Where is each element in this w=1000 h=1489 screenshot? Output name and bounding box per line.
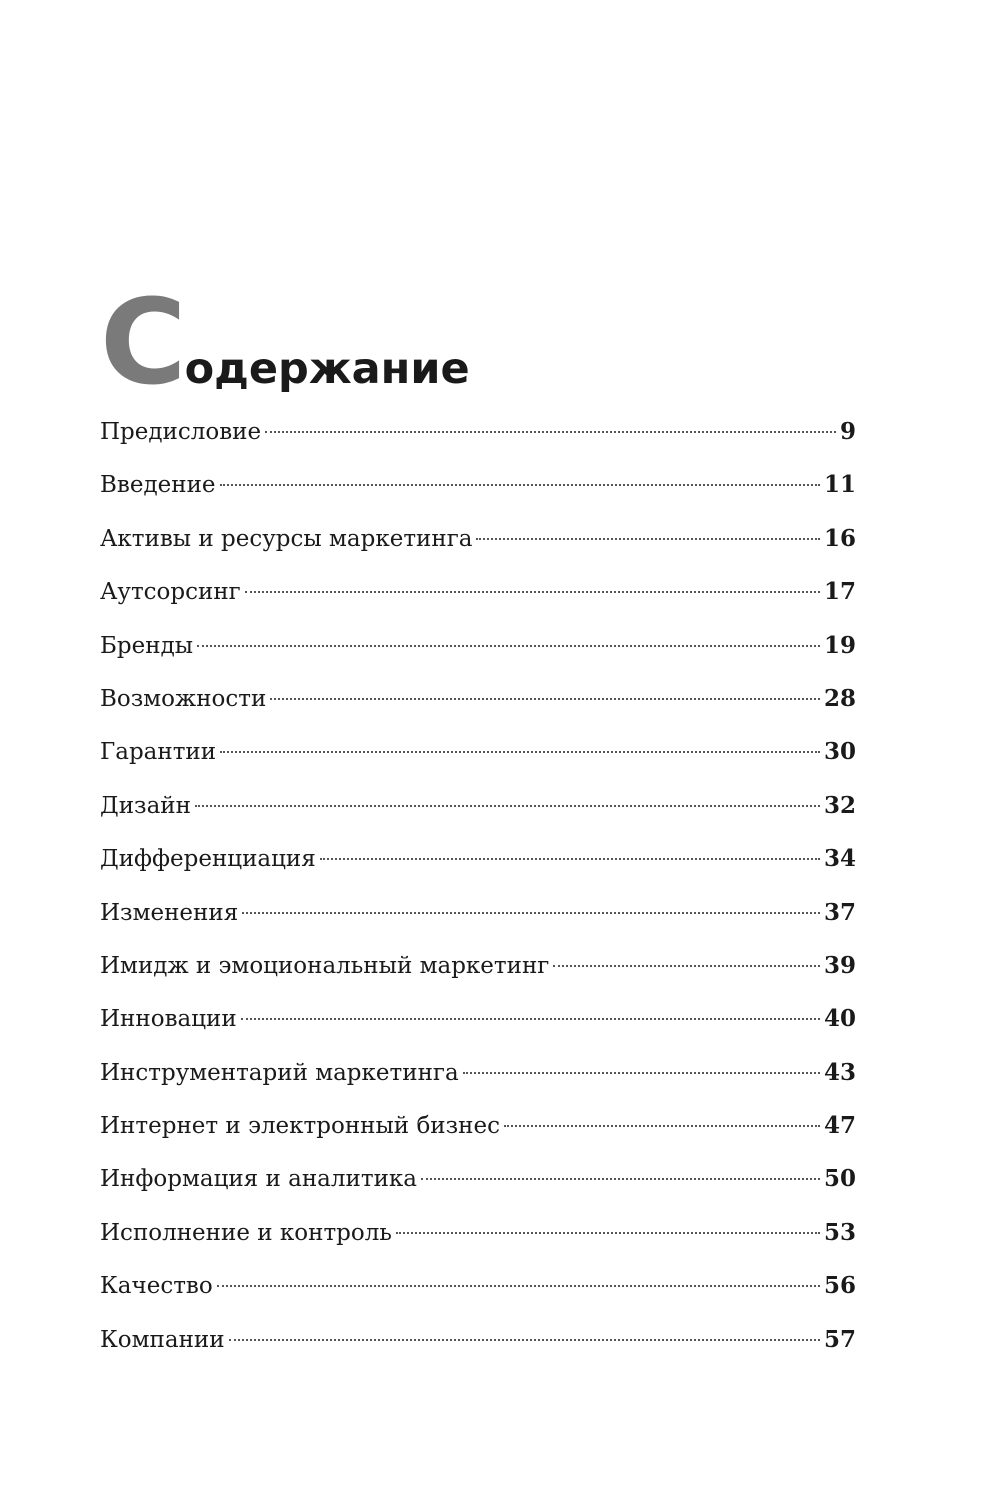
toc-entry-page-number: 40 [823, 1005, 856, 1033]
toc-entry[interactable] [100, 619, 856, 672]
toc-entry-page-number: 56 [823, 1272, 856, 1300]
toc-entry[interactable] [100, 1152, 856, 1205]
toc-entry[interactable] [100, 672, 856, 725]
dot-leader [421, 1178, 820, 1180]
toc-entry-title: Качество [100, 1273, 213, 1300]
dot-leader [270, 698, 820, 700]
dot-leader [242, 912, 820, 914]
toc-entry-title: Активы и ресурсы маркетинга [100, 525, 473, 552]
toc-entry-title: Имидж и эмоциональный маркетинг [100, 952, 550, 979]
toc-entry-title: Бренды [100, 632, 194, 659]
dot-leader [504, 1125, 820, 1127]
toc-entry[interactable] [100, 886, 856, 939]
toc-entry[interactable] [100, 565, 856, 618]
toc-entry-page-number: 19 [823, 631, 856, 659]
toc-entry-title: Гарантии [100, 739, 217, 766]
dot-leader [320, 858, 820, 860]
toc-entry-page-number: 11 [823, 471, 856, 499]
toc-entry[interactable] [100, 832, 856, 885]
toc-entry-page-number: 28 [823, 684, 856, 712]
toc-entry-page-number: 32 [823, 791, 856, 819]
toc-entry-title: Исполнение и контроль [100, 1219, 392, 1246]
toc-entry-title: Дизайн [100, 792, 191, 819]
toc-entry[interactable] [100, 939, 856, 992]
toc-entry-title: Интернет и электронный бизнес [100, 1113, 500, 1140]
toc-entry[interactable] [100, 1206, 856, 1259]
toc-entry-page-number: 9 [839, 418, 856, 445]
toc-entry-page-number: 47 [823, 1112, 856, 1140]
toc-entry[interactable] [100, 779, 856, 832]
dot-leader [396, 1232, 820, 1234]
toc-entry-title: Компании [100, 1326, 225, 1353]
toc-entry-page-number: 16 [823, 524, 856, 552]
dot-leader [217, 1285, 820, 1287]
dot-leader [195, 805, 820, 807]
toc-entry-title: Возможности [100, 685, 267, 712]
dot-leader [553, 965, 820, 967]
title-text: одержание [184, 344, 470, 395]
dot-leader [220, 751, 820, 753]
toc-entry-page-number: 37 [823, 898, 856, 926]
dot-leader [229, 1339, 820, 1341]
toc-entry[interactable] [100, 1099, 856, 1152]
toc-entry[interactable] [100, 1259, 856, 1312]
toc-entry-page-number: 57 [823, 1325, 856, 1353]
toc-entry-title: Аутсорсинг [100, 579, 241, 606]
toc-entry-page-number: 39 [823, 951, 856, 979]
toc-entry[interactable] [100, 992, 856, 1045]
toc-entry-title: Информация и аналитика [100, 1166, 417, 1193]
dot-leader [476, 538, 820, 540]
toc-entry-page-number: 34 [823, 845, 856, 873]
toc-entry-title: Инструментарий маркетинга [100, 1059, 459, 1086]
page-title [100, 273, 470, 412]
toc-entry[interactable] [100, 725, 856, 778]
toc-entry-title: Дифференциация [100, 846, 316, 873]
toc-entry[interactable] [100, 512, 856, 565]
toc-entry-title: Изменения [100, 899, 239, 926]
toc-entry[interactable] [100, 1313, 856, 1366]
toc-entry[interactable] [100, 405, 856, 458]
dot-leader [463, 1072, 820, 1074]
dot-leader [245, 591, 820, 593]
table-of-contents [100, 405, 856, 1366]
dot-leader [265, 431, 836, 433]
dot-leader [220, 484, 820, 486]
toc-entry-page-number: 30 [823, 738, 856, 766]
toc-entry-title: Инновации [100, 1006, 237, 1033]
toc-entry-title: Введение [100, 472, 216, 499]
toc-entry-page-number: 50 [823, 1165, 856, 1193]
dot-leader [241, 1018, 820, 1020]
toc-entry[interactable] [100, 458, 856, 511]
title-drop-cap: С [100, 273, 183, 412]
toc-entry-title: Предисловие [100, 419, 262, 445]
dot-leader [197, 645, 820, 647]
toc-entry[interactable] [100, 1046, 856, 1099]
toc-entry-page-number: 43 [823, 1058, 856, 1086]
toc-entry-page-number: 53 [823, 1218, 856, 1246]
toc-entry-page-number: 17 [823, 578, 856, 606]
